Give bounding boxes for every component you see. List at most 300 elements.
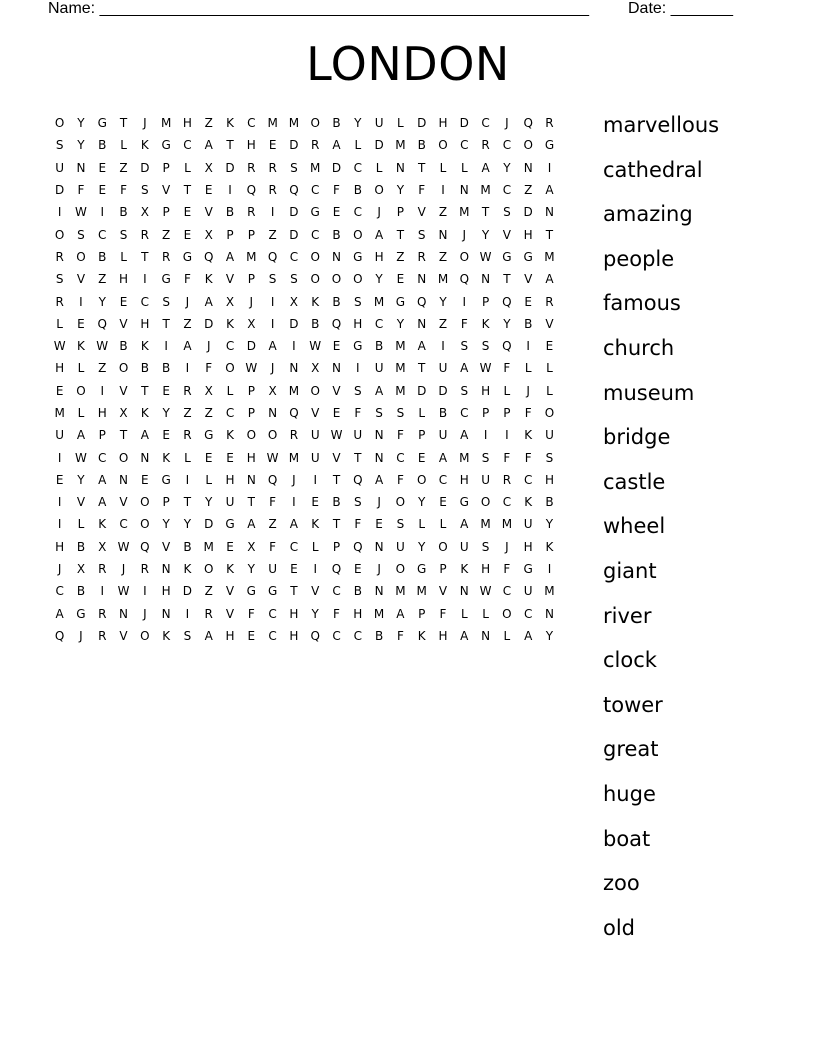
grid-letter: Y bbox=[162, 406, 170, 420]
grid-letter: Q bbox=[502, 339, 512, 354]
grid-letter: Q bbox=[267, 249, 278, 264]
grid-letter: J bbox=[292, 472, 296, 487]
grid-letter: K bbox=[524, 428, 533, 443]
grid-letter: B bbox=[76, 584, 86, 599]
grid-letter: G bbox=[97, 116, 107, 131]
grid-letter: E bbox=[311, 495, 319, 510]
grid-letter: H bbox=[161, 584, 171, 599]
grid-letter: M bbox=[459, 450, 470, 465]
grid-letter: P bbox=[503, 406, 511, 420]
grid-letter: U bbox=[438, 361, 448, 376]
grid-letter: S bbox=[77, 227, 85, 242]
grid-letter: N bbox=[544, 606, 554, 621]
grid-letter: N bbox=[374, 584, 384, 599]
grid-letter: C bbox=[55, 584, 64, 599]
grid-letter: V bbox=[545, 316, 554, 331]
grid-letter: T bbox=[396, 227, 405, 242]
word-list-item: boat bbox=[603, 826, 651, 851]
grid-letter: B bbox=[545, 495, 554, 510]
grid-row bbox=[49, 246, 560, 268]
grid-letter: H bbox=[481, 383, 491, 398]
grid-letter: N bbox=[140, 450, 150, 465]
grid-letter: O bbox=[395, 495, 406, 510]
grid-letter: C bbox=[183, 138, 192, 153]
grid-letter: Z bbox=[204, 406, 213, 420]
grid-letter: B bbox=[119, 339, 128, 354]
grid-letter: M bbox=[54, 406, 65, 420]
grid-row bbox=[49, 335, 560, 357]
grid-letter: K bbox=[311, 294, 320, 309]
grid-letter: Z bbox=[396, 249, 405, 264]
grid-letter: J bbox=[462, 227, 467, 242]
grid-letter: R bbox=[545, 116, 554, 131]
grid-letter: O bbox=[140, 628, 150, 643]
grid-letter: F bbox=[460, 316, 468, 331]
grid-letter: R bbox=[481, 138, 490, 153]
grid-letter: L bbox=[439, 160, 447, 175]
grid-letter: I bbox=[313, 562, 317, 577]
date-label: Date: bbox=[628, 0, 667, 17]
grid-letter: Y bbox=[396, 183, 405, 198]
grid-letter: N bbox=[417, 316, 427, 331]
grid-letter: S bbox=[353, 294, 362, 309]
grid-letter: S bbox=[481, 539, 490, 554]
grid-letter: X bbox=[76, 562, 86, 577]
word-list-item: people bbox=[603, 246, 675, 271]
grid-letter: D bbox=[246, 339, 256, 354]
grid-letter: W bbox=[330, 428, 343, 443]
grid-letter: I bbox=[185, 472, 190, 487]
grid-letter: H bbox=[182, 116, 192, 131]
grid-letter: O bbox=[331, 272, 342, 287]
grid-letter: V bbox=[76, 495, 86, 510]
grid-letter: Y bbox=[481, 227, 490, 242]
grid-letter: E bbox=[141, 472, 149, 487]
word-list-item: castle bbox=[603, 469, 666, 494]
grid-letter: P bbox=[396, 205, 405, 220]
grid-letter: A bbox=[481, 160, 490, 175]
grid-letter: N bbox=[395, 160, 405, 175]
grid-row bbox=[49, 513, 560, 535]
grid-letter: L bbox=[503, 628, 511, 643]
grid-letter: D bbox=[289, 205, 299, 220]
grid-letter: I bbox=[526, 339, 530, 354]
grid-letter: Y bbox=[311, 606, 319, 621]
grid-letter: O bbox=[118, 450, 129, 465]
grid-letter: A bbox=[268, 339, 277, 354]
grid-letter: F bbox=[396, 428, 404, 443]
grid-letter: O bbox=[480, 495, 491, 510]
grid-row bbox=[49, 469, 560, 491]
grid-letter: I bbox=[483, 428, 488, 443]
grid-letter: N bbox=[268, 406, 278, 420]
grid-letter: Y bbox=[162, 517, 170, 532]
grid-letter: L bbox=[375, 160, 383, 175]
word-list-item: marvellous bbox=[603, 113, 720, 137]
grid-letter: A bbox=[332, 138, 341, 153]
grid-letter: D bbox=[55, 183, 65, 198]
grid-letter: F bbox=[503, 361, 511, 376]
grid-letter: X bbox=[247, 539, 256, 554]
grid-letter: K bbox=[183, 562, 192, 577]
grid-letter: E bbox=[204, 183, 213, 198]
grid-letter: H bbox=[225, 628, 235, 643]
grid-letter: C bbox=[119, 517, 128, 532]
grid-letter: T bbox=[332, 517, 341, 532]
grid-row bbox=[49, 446, 560, 468]
grid-letter: S bbox=[290, 160, 298, 175]
grid-letter: C bbox=[396, 450, 405, 465]
grid-letter: U bbox=[55, 428, 65, 443]
grid-letter: K bbox=[481, 316, 490, 331]
grid-letter: A bbox=[76, 428, 86, 443]
grid-letter: J bbox=[377, 205, 381, 220]
grid-letter: O bbox=[246, 428, 257, 443]
grid-letter: V bbox=[225, 584, 235, 599]
grid-letter: I bbox=[185, 606, 190, 621]
grid-letter: X bbox=[119, 406, 128, 420]
grid-letter: T bbox=[183, 183, 192, 198]
grid-letter: B bbox=[353, 183, 362, 198]
word-list-item: huge bbox=[603, 781, 656, 806]
grid-letter: I bbox=[441, 183, 445, 198]
grid-letter: K bbox=[226, 562, 234, 577]
grid-letter: U bbox=[225, 495, 235, 510]
grid-letter: O bbox=[310, 383, 320, 398]
grid-letter: H bbox=[97, 406, 107, 420]
grid-letter: I bbox=[185, 361, 190, 376]
grid-letter: Z bbox=[268, 517, 277, 532]
grid-row bbox=[49, 603, 560, 625]
grid-letter: C bbox=[98, 450, 107, 465]
grid-letter: I bbox=[462, 294, 467, 309]
grid-letter: Y bbox=[375, 272, 383, 287]
grid-letter: R bbox=[55, 294, 64, 309]
grid-letter: O bbox=[76, 383, 86, 398]
word-list-item: clock bbox=[603, 648, 657, 673]
grid-letter: T bbox=[418, 361, 426, 376]
grid-letter: X bbox=[98, 539, 107, 554]
grid-letter: R bbox=[545, 294, 554, 309]
grid-letter: P bbox=[162, 160, 170, 175]
grid-letter: V bbox=[119, 495, 128, 510]
grid-letter: C bbox=[225, 339, 235, 354]
grid-letter: S bbox=[460, 383, 469, 398]
grid-letter: Y bbox=[77, 472, 85, 487]
grid-letter: N bbox=[481, 272, 491, 287]
grid-letter: U bbox=[310, 428, 320, 443]
grid-letter: U bbox=[396, 539, 405, 554]
grid-letter: H bbox=[119, 272, 129, 287]
grid-letter: K bbox=[98, 517, 107, 532]
grid-letter: E bbox=[396, 272, 405, 287]
grid-letter: H bbox=[55, 361, 65, 376]
grid-letter: E bbox=[119, 294, 128, 309]
grid-letter: G bbox=[161, 138, 171, 153]
grid-letter: T bbox=[119, 116, 128, 131]
grid-letter: P bbox=[481, 406, 490, 420]
grid-letter: R bbox=[247, 160, 256, 175]
grid-letter: D bbox=[289, 316, 299, 331]
grid-letter: G bbox=[182, 249, 193, 264]
grid-letter: Z bbox=[438, 249, 448, 264]
grid-letter: Q bbox=[267, 472, 278, 487]
grid-letter: W bbox=[245, 361, 258, 376]
grid-letter: I bbox=[228, 183, 232, 198]
grid-letter: K bbox=[162, 450, 171, 465]
grid-letter: D bbox=[204, 316, 214, 331]
grid-letter: U bbox=[374, 116, 384, 131]
grid-letter: L bbox=[546, 361, 553, 376]
grid-letter: E bbox=[98, 183, 107, 198]
grid-letter: P bbox=[226, 227, 234, 242]
grid-letter: G bbox=[76, 606, 86, 621]
grid-letter: K bbox=[140, 138, 149, 153]
grid-letter: F bbox=[269, 495, 277, 510]
grid-letter: C bbox=[311, 183, 320, 198]
grid-letter: Y bbox=[77, 116, 85, 131]
grid-letter: S bbox=[141, 183, 149, 198]
grid-letter: I bbox=[292, 495, 296, 510]
grid-letter: A bbox=[438, 450, 448, 465]
name-label: Name: bbox=[48, 0, 96, 17]
grid-letter: I bbox=[57, 450, 62, 465]
grid-letter: F bbox=[503, 562, 511, 577]
grid-letter: B bbox=[332, 116, 341, 131]
grid-letter: N bbox=[459, 183, 469, 198]
grid-letter: O bbox=[459, 249, 470, 264]
grid-row bbox=[49, 380, 560, 402]
grid-letter: I bbox=[270, 316, 275, 331]
grid-letter: Q bbox=[246, 183, 257, 198]
grid-letter: D bbox=[417, 383, 427, 398]
grid-letter: E bbox=[183, 205, 192, 220]
grid-letter: Z bbox=[268, 227, 277, 242]
grid-letter: Y bbox=[396, 316, 405, 331]
grid-letter: P bbox=[98, 428, 106, 443]
grid-letter: W bbox=[479, 249, 492, 264]
grid-letter: I bbox=[441, 339, 445, 354]
grid-letter: V bbox=[524, 272, 533, 287]
grid-letter: U bbox=[353, 428, 363, 443]
grid-letter: R bbox=[140, 227, 149, 242]
grid-letter: E bbox=[354, 562, 362, 577]
grid-letter: L bbox=[418, 517, 426, 532]
grid-letter: H bbox=[140, 316, 150, 331]
grid-letter: S bbox=[183, 628, 192, 643]
grid-letter: R bbox=[268, 183, 277, 198]
grid-letter: Z bbox=[162, 227, 171, 242]
grid-letter: B bbox=[98, 249, 107, 264]
grid-letter: A bbox=[247, 517, 256, 532]
grid-letter: Q bbox=[97, 316, 107, 331]
grid-letter: M bbox=[246, 249, 257, 264]
grid-letter: L bbox=[205, 472, 213, 487]
grid-letter: E bbox=[332, 339, 341, 354]
grid-letter: C bbox=[502, 138, 512, 153]
grid-letter: D bbox=[182, 584, 193, 599]
grid-letter: M bbox=[501, 517, 513, 532]
grid-letter: I bbox=[143, 584, 147, 599]
grid-letter: I bbox=[57, 517, 62, 532]
grid-letter: T bbox=[226, 138, 234, 153]
grid-letter: B bbox=[225, 205, 235, 220]
grid-letter: Y bbox=[98, 294, 106, 309]
grid-letter: L bbox=[460, 160, 468, 175]
grid-letter: C bbox=[332, 628, 341, 643]
grid-letter: T bbox=[290, 584, 298, 599]
grid-letter: T bbox=[503, 272, 511, 287]
grid-letter: B bbox=[162, 361, 171, 376]
grid-letter: A bbox=[374, 383, 384, 398]
grid-letter: I bbox=[79, 294, 83, 309]
grid-letter: G bbox=[161, 472, 171, 487]
grid-letter: Q bbox=[289, 183, 299, 198]
grid-letter: O bbox=[395, 562, 406, 577]
word-list-item: museum bbox=[603, 380, 695, 405]
grid-letter: F bbox=[333, 183, 340, 198]
grid-letter: W bbox=[96, 339, 109, 354]
grid-letter: M bbox=[395, 138, 406, 153]
grid-letter: V bbox=[502, 227, 511, 242]
grid-letter: M bbox=[288, 116, 300, 131]
name-blank: _______________________________________________________ bbox=[99, 0, 589, 17]
grid-letter: O bbox=[374, 183, 384, 198]
grid-letter: V bbox=[332, 383, 341, 398]
grid-letter: U bbox=[268, 562, 278, 577]
grid-letter: M bbox=[480, 517, 491, 532]
grid-letter: R bbox=[140, 562, 149, 577]
grid-letter: M bbox=[288, 450, 300, 465]
grid-letter: T bbox=[545, 227, 554, 242]
grid-letter: L bbox=[546, 383, 553, 398]
word-list-item: famous bbox=[603, 291, 681, 316]
grid-row bbox=[49, 625, 560, 647]
grid-letter: S bbox=[481, 339, 490, 354]
grid-letter: S bbox=[162, 294, 170, 309]
grid-letter: M bbox=[395, 339, 406, 354]
grid-letter: S bbox=[353, 383, 362, 398]
grid-letter: L bbox=[77, 406, 85, 420]
grid-letter: L bbox=[226, 383, 234, 398]
grid-letter: Z bbox=[98, 272, 107, 287]
grid-letter: F bbox=[183, 272, 191, 287]
grid-letter: C bbox=[98, 227, 107, 242]
grid-letter: A bbox=[225, 249, 235, 264]
grid-letter: F bbox=[396, 472, 404, 487]
grid-letter: H bbox=[544, 472, 554, 487]
grid-letter: E bbox=[55, 472, 64, 487]
grid-letter: D bbox=[459, 116, 469, 131]
grid-letter: L bbox=[184, 160, 191, 175]
grid-letter: H bbox=[353, 606, 363, 621]
grid-letter: Q bbox=[523, 116, 533, 131]
grid-letter: O bbox=[523, 138, 533, 153]
grid-letter: H bbox=[246, 138, 256, 153]
grid-letter: Y bbox=[545, 517, 554, 532]
grid-letter: L bbox=[460, 606, 468, 621]
grid-letter: C bbox=[353, 160, 362, 175]
grid-letter: J bbox=[377, 495, 381, 510]
grid-letter: H bbox=[289, 628, 299, 643]
grid-letter: D bbox=[523, 205, 533, 220]
grid-row bbox=[49, 268, 560, 290]
grid-letter: Y bbox=[439, 294, 447, 309]
grid-letter: H bbox=[481, 562, 491, 577]
grid-letter: O bbox=[310, 249, 320, 264]
grid-letter: B bbox=[98, 138, 107, 153]
grid-letter: H bbox=[523, 539, 533, 554]
grid-letter: G bbox=[395, 294, 406, 309]
grid-letter: V bbox=[332, 450, 341, 465]
grid-letter: V bbox=[162, 539, 171, 554]
grid-letter: S bbox=[417, 227, 426, 242]
grid-letter: U bbox=[310, 450, 320, 465]
grid-letter: A bbox=[289, 517, 299, 532]
grid-letter: Q bbox=[331, 562, 342, 577]
grid-letter: Q bbox=[353, 472, 363, 487]
grid-letter: N bbox=[374, 539, 384, 554]
grid-letter: F bbox=[269, 539, 277, 554]
grid-letter: Y bbox=[205, 495, 213, 510]
grid-letter: C bbox=[268, 606, 277, 621]
grid-letter: O bbox=[204, 562, 214, 577]
grid-letter: P bbox=[418, 428, 426, 443]
grid-letter: P bbox=[481, 294, 490, 309]
grid-letter: I bbox=[100, 383, 105, 398]
grid-letter: A bbox=[204, 138, 213, 153]
word-list-item: old bbox=[603, 915, 636, 940]
grid-letter: H bbox=[374, 249, 384, 264]
grid-letter: Z bbox=[204, 116, 213, 131]
grid-letter: A bbox=[98, 495, 107, 510]
grid-letter: M bbox=[437, 272, 449, 287]
grid-letter: F bbox=[524, 450, 532, 465]
grid-letter: D bbox=[374, 138, 384, 153]
grid-letter: A bbox=[460, 361, 469, 376]
grid-letter: U bbox=[374, 361, 384, 376]
grid-letter: J bbox=[270, 361, 275, 376]
grid-row bbox=[49, 201, 560, 223]
grid-letter: V bbox=[119, 383, 128, 398]
grid-letter: R bbox=[98, 562, 107, 577]
grid-letter: E bbox=[204, 450, 213, 465]
grid-letter: K bbox=[77, 339, 85, 354]
grid-letter: C bbox=[481, 116, 490, 131]
grid-letter: Y bbox=[354, 116, 362, 131]
grid-letter: Q bbox=[310, 628, 320, 643]
grid-letter: C bbox=[353, 628, 362, 643]
grid-letter: I bbox=[143, 272, 147, 287]
grid-letter: C bbox=[502, 584, 512, 599]
grid-letter: W bbox=[75, 450, 87, 465]
grid-letter: V bbox=[76, 272, 86, 287]
grid-letter: N bbox=[246, 472, 256, 487]
grid-letter: S bbox=[460, 339, 469, 354]
grid-letter: T bbox=[183, 495, 192, 510]
grid-letter: M bbox=[203, 539, 214, 554]
grid-letter: G bbox=[225, 517, 235, 532]
grid-row bbox=[49, 536, 560, 558]
grid-letter: J bbox=[505, 539, 509, 554]
grid-letter: Z bbox=[183, 406, 192, 420]
grid-letter: I bbox=[505, 428, 509, 443]
grid-letter: H bbox=[289, 606, 299, 621]
grid-letter: B bbox=[311, 316, 320, 331]
word-list-item: cathedral bbox=[603, 157, 703, 182]
grid-letter: N bbox=[332, 249, 341, 264]
grid-letter: K bbox=[524, 495, 533, 510]
